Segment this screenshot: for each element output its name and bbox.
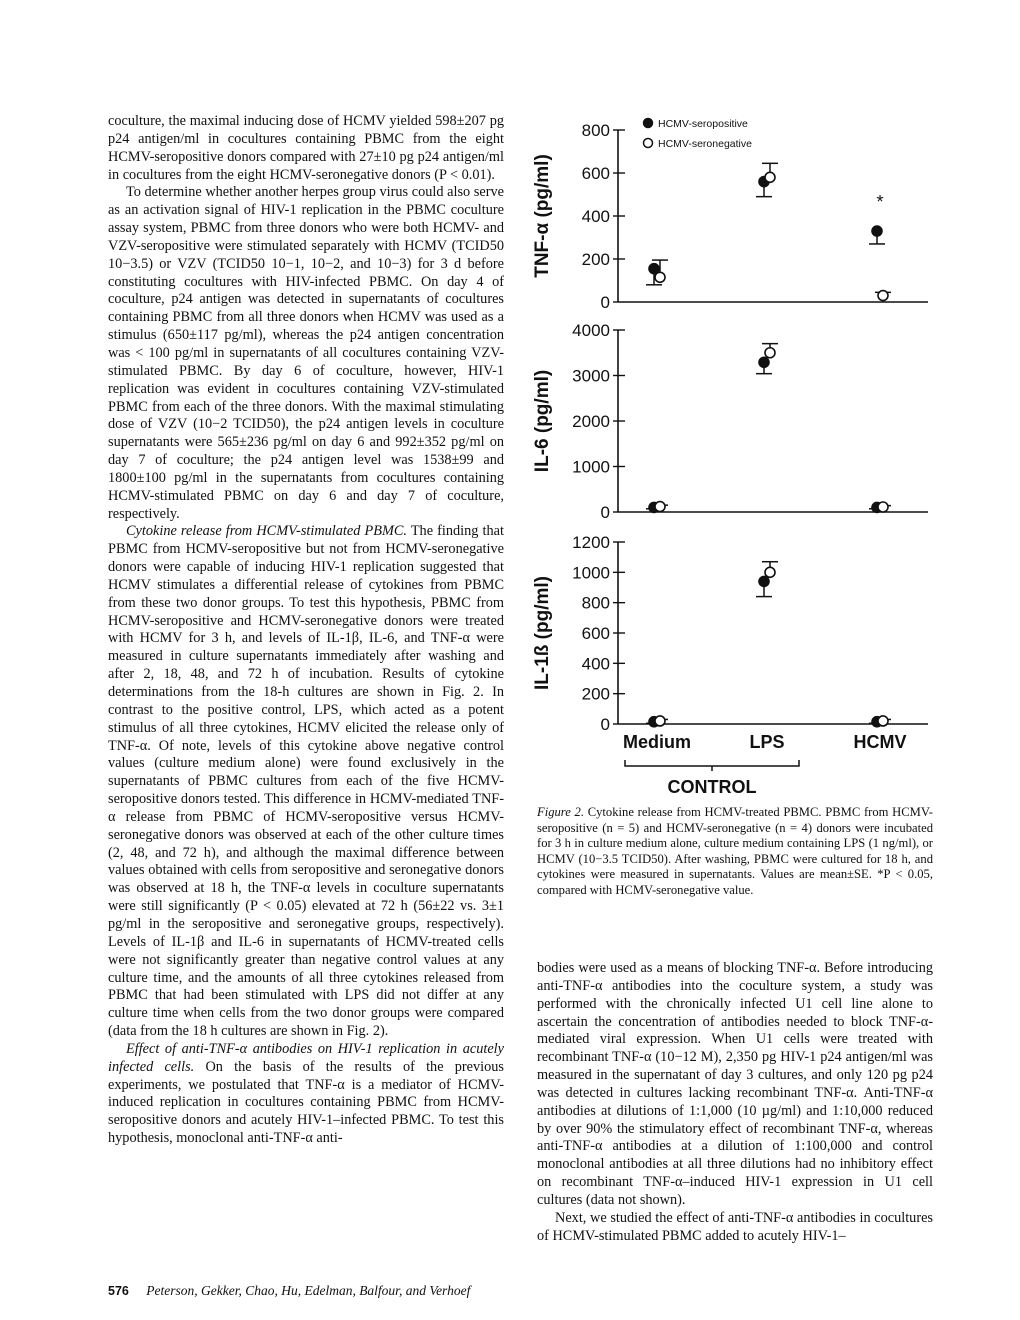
paragraph-text: The finding that PBMC from HCMV-seropositive but not from HCMV-seronegative donors were capable of inducing HIV-1 replication suggested that HCMV stimulates a differential release of cytokines from PBMC from these two donor groups. To test this hypothesis, PBMC from HCMV-seropositive and HCMV-seronegative donors were treated with HCMV for 3 h, and levels of IL-1β, IL-6, and TNF-α were measured in culture supernatants immediately after washing and after 2, 18, 48, and 72 h of incubation. Results of cytokine determinations from the 18-h cultures are shown in Fig. 2. In contrast to the positive control, LPS, which acted as a potent stimulus of all three cytokines, HCMV elicited the release only of TNF-α. Of note, levels of this cytokine above negative control values (culture medium alone) were found exclusively in the supernatants of PBMC cultures from each of the five HCMV-seropositive donors tested. This difference in HCMV-mediated TNF-α release from PBMC of HCMV-seropositive versus HCMV-seronegative donors was observed at each of the other culture times (2, 48, and 72 h), and although the maximal difference between values obtained with cells from seropositive and seronegative donors was observed at 18 h, the TNF-α levels in coculture supernatants were still significantly (P < 0.05) elevated at 72 h (56±22 vs. 3±1 pg/ml in the seropositive and seronegative groups, respectively). Levels of IL-1β and IL-6 in supernatants of HCMV-treated cells were not significantly greater than negative control values at any culture time, and the amounts of all three cytokines released from PBMC that had been stimulated with LPS did not differ at any culture time when cells from the two donor groups were compared (data from the 18 h cultures are shown in Fig. 2). <box>108 523 504 1040</box>
paragraph: bodies were used as a means of blocking TNF-α. Before introducing anti-TNF-α antibodies into the coculture system, a study was performed with the chronically infected U1 cell line alone to ascertain the concentration of antibodies needed to block TNF-α-mediated viral expression. When U1 cells were treated with recombinant TNF-α (10−12 M), 2,350 pg HIV-1 p24 antigen/ml was measured in the supernatant of day 3 cultures, and only 120 pg p24 was detected in cultures lacking recombinant TNF-α. Anti-TNF-α antibodies at dilutions of 1:1,000 (10 µg/ml) and 1:10,000 reduced by over 90% the stimulatory effect of recombinant TNF-α, whereas anti-TNF-α antibodies at a dilution of 1:100,000 and control monoclonal antibodies at all three dilutions had no inhibitory effect on recombinant TNF-α–induced HIV-1 expression in U1 cell cultures (data not shown). <box>537 960 933 1208</box>
seronegative-point <box>765 172 775 182</box>
y-tick-label: 200 <box>581 684 610 704</box>
seropositive-point <box>872 226 882 236</box>
chart-panel-2 <box>532 321 928 522</box>
legend-label: HCMV-seronegative <box>658 138 752 150</box>
y-tick-label: 800 <box>581 121 610 140</box>
paragraph: To determine whether another herpes group virus could also serve as an activation signal of HIV-1 replication in the PBMC coculture assay system, PBMC from three donors who were both HCMV- and VZV-seropositive were stimulated separately with HCMV (TCID50 10−3.5) or VZV (TCID50 10−1, 10−2, and 10−3) for 3 d before constituting cocultures with HIV-infected PBMC. On day 4 of coculture, p24 antigen was detected in supernatants of cocultures containing PBMC from all three donors when HCMV was used as a stimulus (650±117 pg/ml), whereas the p24 antigen concentration was < 100 pg/ml in supernatants of all cocultures containing VZV-stimulated PBMC. By day 6 of coculture, however, HIV-1 replication was evident in cocultures containing VZV-stimulated PBMC from each of the three donors. With the maximal stimulating dose of VZV (10−2 TCID50), the p24 antigen levels in coculture supernatants were 565±236 pg/ml on day 6 and 992±352 pg/ml on day 7 of coculture; the p24 antigen level was 1538±99 and 1800±100 pg/ml in the supernatants from cocultures containing HCMV-stimulated PBMC on day 6 and day 7 of coculture, respectively. <box>108 184 504 522</box>
x-tick-label: Medium <box>622 732 692 752</box>
x-axis <box>623 732 907 797</box>
section-heading: Cytokine release from HCMV-stimulated PBMC. <box>126 523 407 540</box>
seropositive-point <box>759 576 769 586</box>
running-authors: Peterson, Gekker, Chao, Hu, Edelman, Balfour, and Verhoef <box>146 1283 471 1298</box>
y-tick-label: 3000 <box>572 366 610 386</box>
group-bracket <box>625 760 799 766</box>
seronegative-point <box>765 567 775 577</box>
y-tick-label: 400 <box>581 207 610 226</box>
y-tick-label: 2000 <box>572 412 610 431</box>
y-axis-label: IL-6 (pg/ml) <box>532 369 553 473</box>
caption-label: Figure 2. <box>537 805 584 819</box>
section-paragraph <box>108 1041 504 1148</box>
seronegative-point <box>765 348 775 358</box>
y-tick-label: 0 <box>600 715 610 734</box>
seropositive-point <box>759 357 769 367</box>
seronegative-point <box>655 716 665 726</box>
chart-legend <box>644 118 753 150</box>
y-tick-label: 600 <box>581 624 610 643</box>
seronegative-point <box>655 502 665 512</box>
seronegative-point <box>878 291 888 301</box>
section-paragraph <box>108 523 504 1040</box>
left-text-column <box>108 113 504 1148</box>
seronegative-point <box>655 272 665 282</box>
group-label: CONTROL <box>667 777 757 797</box>
figure-2 <box>530 112 950 797</box>
y-tick-label: 1000 <box>572 457 610 477</box>
chart-panel-3 <box>532 533 928 734</box>
legend-marker <box>644 119 653 128</box>
section-heading: Effect of anti-TNF-α antibodies on HIV-1 replication in acutely infected cells. <box>108 1040 504 1075</box>
y-tick-label: 1000 <box>572 563 610 583</box>
caption-text: Cytokine release from HCMV-treated PBMC. PBMC from HCMV-seropositive (n = 5) and HCMV-seronegative (n = 4) donors were incubated for 3 h in culture medium alone, culture medium containing LPS (1 ng/ml), or HCMV (10−3.5 TCID50). After washing, PBMC were cultured for 18 h, and cytokines were measured in supernatants. Values are mean±SE. *P < 0.05, compared with HCMV-seronegative value. <box>537 805 934 897</box>
paragraph-text: On the basis of the results of the previous experiments, we postulated that TNF-α is a mediator of HCMV-induced replication in cocultures containing PBMC from HCMV-seropositive donors and acutely HIV-1–infected PBMC. To test this hypothesis, monoclonal anti-TNF-α anti- <box>108 1058 504 1147</box>
y-tick-label: 0 <box>600 503 610 522</box>
y-axis-label: IL-1ß (pg/ml) <box>532 576 553 690</box>
y-tick-label: 800 <box>581 593 610 613</box>
significance-marker: * <box>876 192 884 213</box>
figure-caption <box>537 805 933 899</box>
y-tick-label: 0 <box>600 293 610 312</box>
legend-label: HCMV-seropositive <box>658 118 748 130</box>
x-tick-label: HCMV <box>853 732 907 752</box>
y-tick-label: 600 <box>581 164 610 183</box>
seronegative-point <box>878 502 888 512</box>
y-tick-label: 200 <box>581 250 610 269</box>
right-text-column <box>537 960 933 1246</box>
y-tick-label: 4000 <box>572 321 610 340</box>
y-tick-label: 1200 <box>572 533 610 552</box>
y-tick-label: 400 <box>581 654 610 674</box>
legend-marker <box>644 139 653 148</box>
y-axis-label: TNF-α (pg/ml) <box>532 154 553 278</box>
paragraph: coculture, the maximal inducing dose of HCMV yielded 598±207 pg p24 antigen/ml in cocultures containing PBMC from the eight HCMV-seropositive donors compared with 27±10 pg p24 antigen/ml in cocultures from the eight HCMV-seronegative donors (P < 0.01). <box>108 113 504 183</box>
paragraph: Next, we studied the effect of anti-TNF-α antibodies in cocultures of HCMV-stimulated PBMC added to acutely HIV-1– <box>537 1209 933 1244</box>
page-footer <box>108 1283 708 1299</box>
seronegative-point <box>878 716 888 726</box>
x-tick-label: LPS <box>749 732 785 752</box>
cytokine-chart <box>530 112 950 797</box>
page-number: 576 <box>108 1284 129 1298</box>
